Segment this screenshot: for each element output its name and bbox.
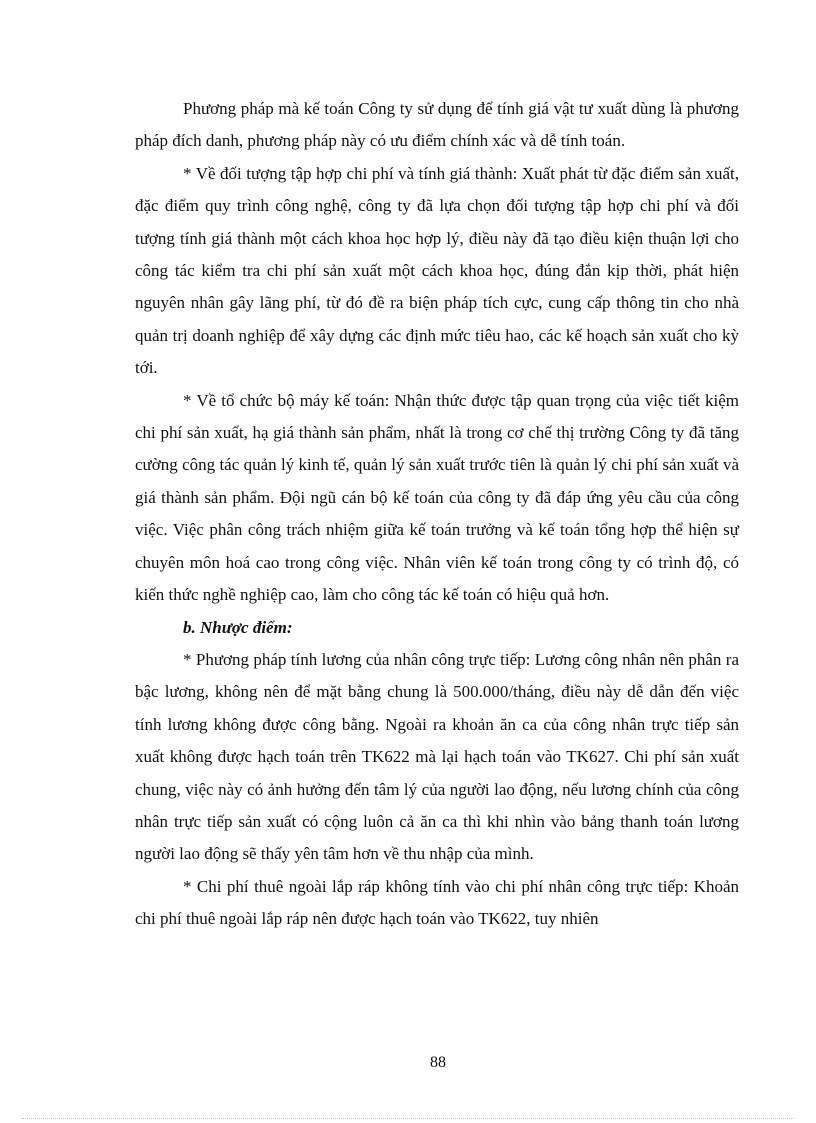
- paragraph-wage-method: * Phương pháp tính lương của nhân công trực tiếp: Lương công nhân nên phân ra bậc lương, không nên để mặt bằng chung là 500.000/tháng, điều này dễ dẫn đến việc tính lương không được công bằng. Ngoài ra khoản ăn ca của công nhân trực tiếp sản xuất không được hạch toán trên TK622 mà lại hạch toán vào TK627. Chi phí sản xuất chung, việc này có ảnh hưởng đến tâm lý của người lao động, nếu lương chính của công nhân trực tiếp sản xuất có cộng luôn cả ăn ca thì khi nhìn vào bảng thanh toán lương người lao động sẽ thấy yên tâm hơn về thu nhập của mình.: [135, 649, 739, 864]
- page-number: 88: [430, 1054, 446, 1071]
- footer-divider: [22, 1118, 794, 1119]
- section-heading-weaknesses: b. Nhược điểm:: [183, 617, 293, 637]
- paragraph-valuation-method: Phương pháp mà kế toán Công ty sử dụng để tính giá vật tư xuất dùng là phương pháp đích danh, phương pháp này có ưu điểm chính xác và dễ tính toán.: [135, 99, 739, 151]
- paragraph-accounting-organization: * Về tổ chức bộ máy kế toán: Nhận thức được tập quan trọng của việc tiết kiệm chi phí sản xuất, hạ giá thành sản phẩm, nhất là trong cơ chế thị trường Công ty đã tăng cường công tác quản lý kinh tế, quản lý sản xuất trước tiên là quản lý chi phí sản xuất và giá thành sản phẩm. Đội ngũ cán bộ kế toán của công ty đã đáp ứng yêu cầu của công việc. Việc phân công trách nhiệm giữa kế toán trưởng và kế toán tổng hợp thể hiện sự chuyên môn hoá cao trong công việc. Nhân viên kế toán trong công ty có trình độ, có kiến thức nghề nghiệp cao, làm cho công tác kế toán có hiệu quả hơn.: [135, 390, 739, 605]
- paragraph-outsourced-assembly: * Chi phí thuê ngoài lắp ráp không tính vào chi phí nhân công trực tiếp: Khoản chi phí thuê ngoài lắp ráp nên được hạch toán vào TK622, tuy nhiên: [135, 876, 739, 929]
- body-text: [135, 93, 739, 936]
- paragraph-cost-objects: * Về đối tượng tập hợp chi phí và tính giá thành: Xuất phát từ đặc điểm sản xuất, đặc điểm quy trình công nghệ, công ty đã lựa chọn đối tượng tập hợp chi phí và đối tượng tính giá thành một cách khoa học hợp lý, điều này đã tạo điều kiện thuận lợi cho công tác kiểm tra chi phí sản xuất một cách khoa học, đúng đắn kịp thời, phát hiện nguyên nhân gây lãng phí, từ đó đề ra biện pháp tích cực, cung cấp thông tin cho nhà quản trị doanh nghiệp để xây dựng các định mức tiêu hao, các kế hoạch sản xuất cho kỳ tới.: [135, 163, 739, 378]
